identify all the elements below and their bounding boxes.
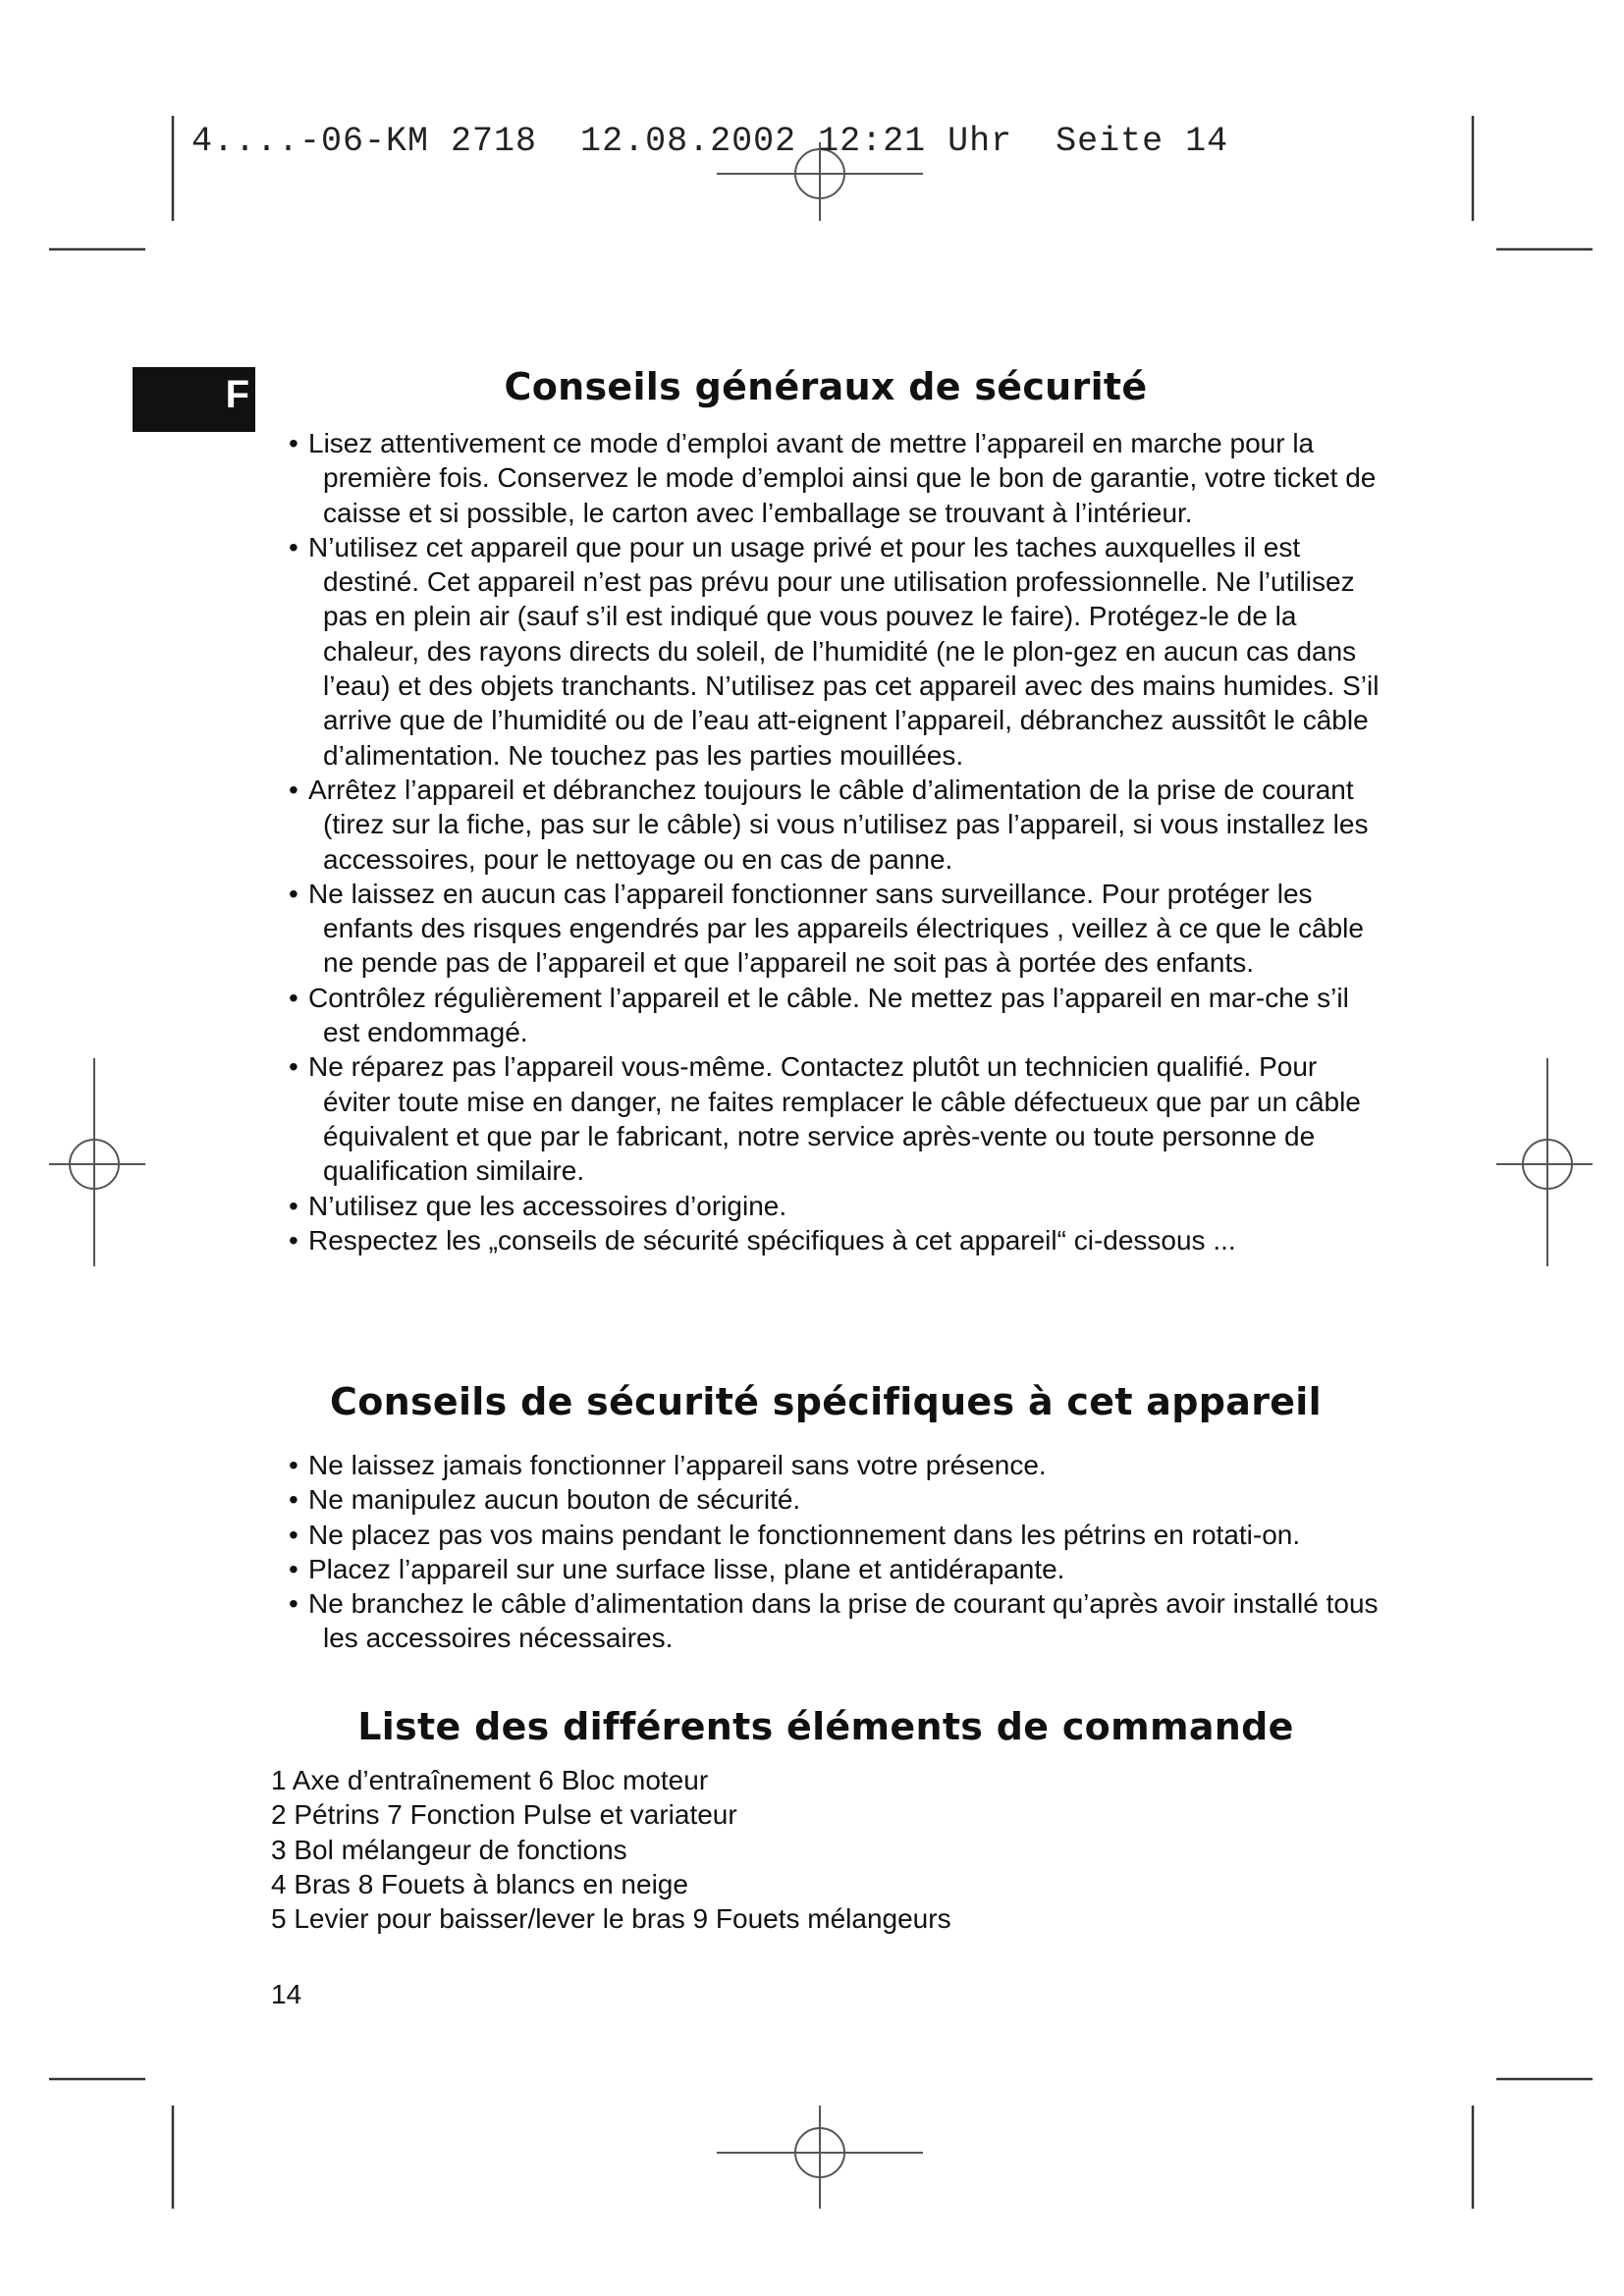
registration-mark-left: [49, 1058, 145, 1266]
specific-safety-title: Conseils de sécurité spécifiques à cet appareil: [330, 1380, 1322, 1423]
controls-line: 1 Axe d’entraînement 6 Bloc moteur: [271, 1765, 709, 1795]
language-tab-label: F: [225, 373, 249, 416]
controls-list-title: Liste des différents éléments de commande: [357, 1705, 1294, 1748]
list-item: • Ne laissez jamais fonctionner l’appareil sans votre présence.: [271, 1448, 1380, 1482]
page-number: 14: [271, 1979, 302, 2009]
list-item: • Respectez les „conseils de sécurité spécifiques à cet appareil“ ci-dessous ...: [271, 1223, 1380, 1257]
list-item: • Lisez attentivement ce mode d’emploi avant de mettre l’appareil en marche pour la première fois. Conservez le mode d’emploi ainsi que le bon de garantie, votre ticket de caisse et si possible, le carton avec l’emballage se trouvant à l’intérieur.: [271, 426, 1380, 530]
list-item: • Placez l’appareil sur une surface lisse, plane et antidérapante.: [271, 1552, 1380, 1586]
general-safety-list: [271, 426, 1380, 1257]
general-safety-title: Conseils généraux de sécurité: [504, 365, 1148, 408]
list-item: • Ne branchez le câble d’alimentation dans la prise de courant qu’après avoir installé tous les accessoires nécessaires.: [271, 1586, 1380, 1656]
print-slug: 4....-06-KM 2718 12.08.2002 12:21 Uhr Seite 14: [191, 122, 1229, 161]
list-item: • Ne réparez pas l’appareil vous-même. Contactez plutôt un technicien qualifié. Pour éviter toute mise en danger, ne faites remplacer le câble défectueux que par un câble équivalent et que par le fabricant, notre service après-vente ou toute personne de qualification similaire.: [271, 1049, 1380, 1188]
controls-line: 2 Pétrins 7 Fonction Pulse et variateur: [271, 1799, 737, 1831]
controls-line: 5 Levier pour baisser/lever le bras 9 Fouets mélangeurs: [271, 1903, 951, 1935]
list-item: • Arrêtez l’appareil et débranchez toujours le câble d’alimentation de la prise de courant (tirez sur la fiche, pas sur le câble) si vous n’utilisez pas l’appareil, si vous installez les accessoires, pour le nettoyage ou en cas de panne.: [271, 773, 1380, 877]
controls-line: 3 Bol mélangeur de fonctions: [271, 1834, 627, 1865]
controls-list: [271, 1763, 1380, 1936]
controls-line: 4 Bras 8 Fouets à blancs en neige: [271, 1868, 688, 1899]
registration-mark-bottom: [717, 2106, 923, 2209]
specific-safety-list: [271, 1448, 1380, 1656]
registration-mark-right: [1496, 1058, 1593, 1266]
list-item: • N’utilisez cet appareil que pour un usage privé et pour les taches auxquelles il est destiné. Cet appareil n’est pas prévu pour une utilisation professionnelle. Ne l’utilisez pas en plein air (sauf s’il est indiqué que vous pouvez le faire). Protégez-le de la chaleur, des rayons directs du soleil, de l’humidité (ne le plon-gez en aucun cas dans l’eau) et des objets tranchants. N’utilisez pas cet appareil avec des mains humides. S’il arrive que de l’humidité ou de l’eau att-eignent l’appareil, débranchez aussitôt le câble d’alimentation. Ne touchez pas les parties mouillées.: [271, 530, 1380, 773]
list-item: • Contrôlez régulièrement l’appareil et le câble. Ne mettez pas l’appareil en mar-che s’il est endommagé.: [271, 981, 1380, 1050]
list-item: • N’utilisez que les accessoires d’origine.: [271, 1189, 1380, 1223]
list-item: • Ne manipulez aucun bouton de sécurité.: [271, 1482, 1380, 1517]
list-item: • Ne placez pas vos mains pendant le fonctionnement dans les pétrins en rotati-on.: [271, 1518, 1380, 1552]
language-tab: [133, 367, 255, 432]
list-item: • Ne laissez en aucun cas l’appareil fonctionner sans surveillance. Pour protéger les enfants des risques engendrés par les appareils électriques , veillez à ce que le câble ne pende pas de l’appareil et que l’appareil ne soit pas à portée des enfants.: [271, 877, 1380, 981]
